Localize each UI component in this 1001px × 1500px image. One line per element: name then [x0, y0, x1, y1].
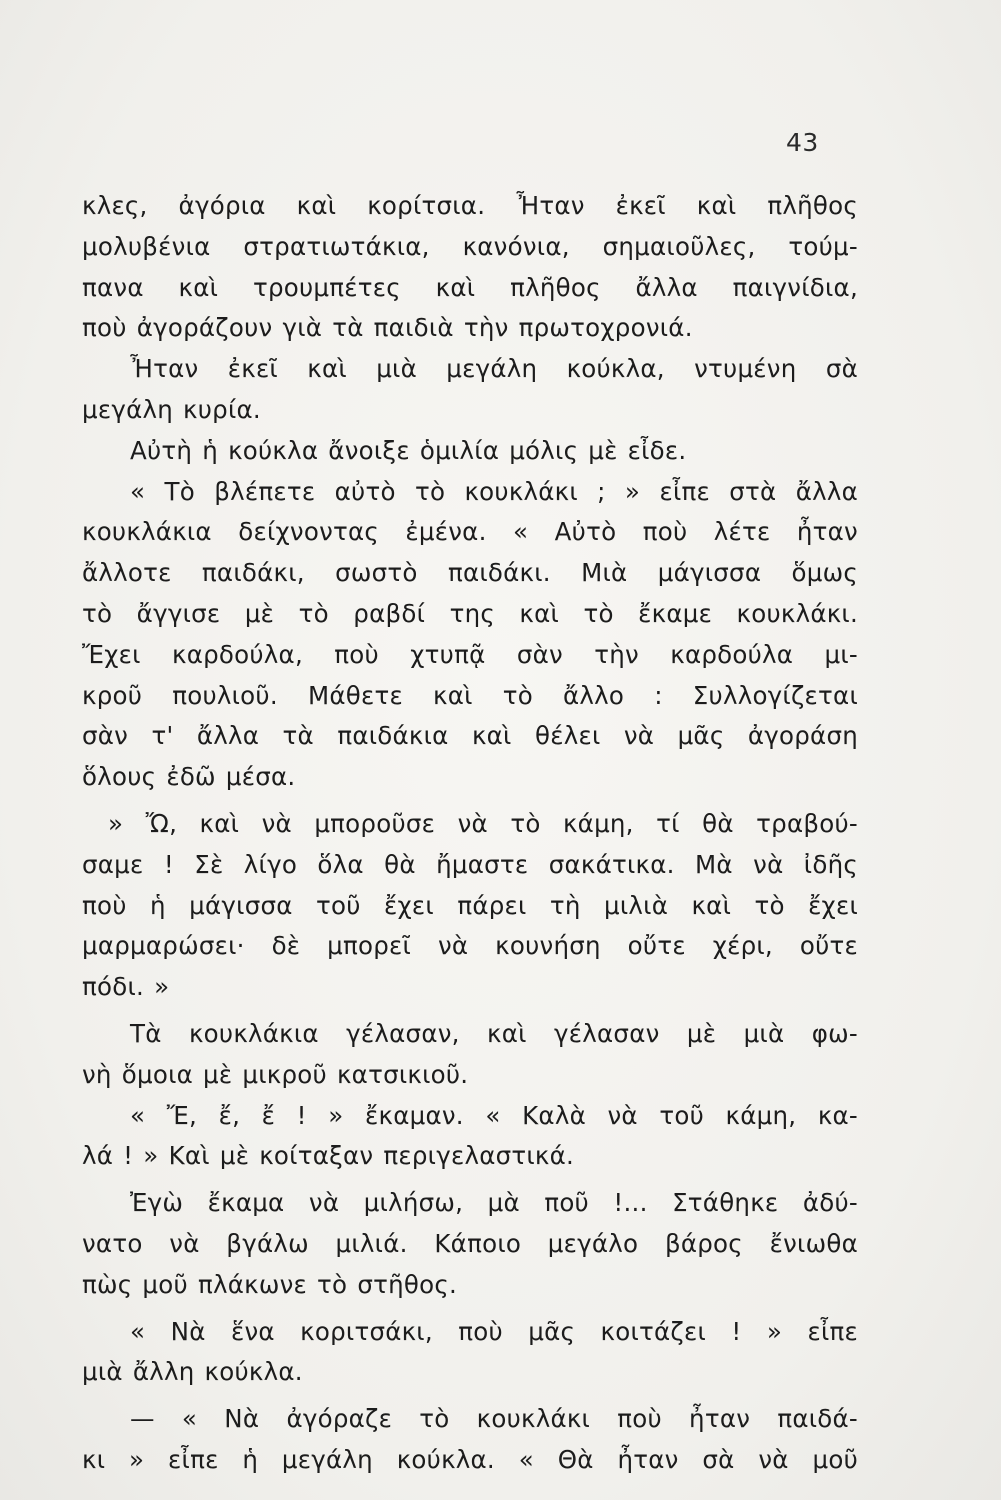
text-line: σαμε ! Σὲ λίγο ὅλα θὰ ἤμαστε σακάτικα. Μὰ νὰ ἰδῆς	[82, 849, 858, 879]
text-line: μεγάλη κυρία.	[82, 394, 261, 424]
text-line: σὰν τ' ἄλλα τὰ παιδάκια καὶ θέλει νὰ μᾶς ἀγοράση	[82, 721, 858, 751]
text-line: μαρμαρώσει· δὲ μπορεῖ νὰ κουνήση οὔτε χέρι, οὔτε	[82, 931, 858, 961]
text-line: κι » εἶπε ἡ μεγάλη κούκλα. « Θὰ ἦταν σὰ νὰ μοῦ	[82, 1444, 858, 1474]
text-line: « Νὰ ἕνα κοριτσάκι, ποὺ μᾶς κοιτάζει ! » εἶπε	[130, 1316, 858, 1346]
text-line: νατο νὰ βγάλω μιλιά. Κάποιο μεγάλο βάρος ἔνιωθα	[82, 1228, 858, 1258]
text-line: κουκλάκια δείχνοντας ἐμένα. « Αὐτὸ ποὺ λέτε ἦταν	[82, 517, 858, 547]
text-line: πανα καὶ τρουμπέτες καὶ πλῆθος ἄλλα παιγνίδια,	[82, 272, 858, 302]
text-line: Ἦταν ἐκεῖ καὶ μιὰ μεγάλη κούκλα, ντυμένη σὰ	[130, 354, 858, 384]
text-line: μολυβένια στρατιωτάκια, κανόνια, σημαιοῦλες, τούμ-	[82, 231, 858, 261]
text-line: Ἔχει καρδούλα, ποὺ χτυπᾷ σὰν τὴν καρδούλα μι-	[82, 639, 858, 669]
text-line: « Τὸ βλέπετε αὐτὸ τὸ κουκλάκι ; » εἶπε στὰ ἄλλα	[130, 476, 858, 506]
text-line: λά ! » Καὶ μὲ κοίταξαν περιγελαστικά.	[82, 1141, 575, 1171]
text-line: κροῦ πουλιοῦ. Μάθετε καὶ τὸ ἄλλο : Συλλογίζεται	[82, 680, 858, 710]
text-line: μιὰ ἄλλη κούκλα.	[82, 1357, 303, 1387]
text-line: — « Νὰ ἀγόραζε τὸ κουκλάκι ποὺ ἦταν παιδά-	[130, 1404, 858, 1434]
text-line: Αὐτὴ ἡ κούκλα ἄνοιξε ὁμιλία μόλις μὲ εἶδε.	[130, 435, 687, 465]
text-line: νὴ ὅμοια μὲ μικροῦ κατσικιοῦ.	[82, 1059, 469, 1089]
text-line: Ἐγὼ ἔκαμα νὰ μιλήσω, μὰ ποῦ !... Στάθηκε ἀδύ-	[130, 1188, 858, 1218]
text-line: ἄλλοτε παιδάκι, σωστὸ παιδάκι. Μιὰ μάγισσα ὅμως	[82, 558, 858, 588]
text-line: κλες, ἀγόρια καὶ κορίτσια. Ἦταν ἐκεῖ καὶ πλῆθος	[82, 191, 858, 220]
page-text	[82, 186, 858, 1481]
text-line: πὼς μοῦ πλάκωνε τὸ στῆθος.	[82, 1269, 458, 1299]
text-line: τὸ ἄγγισε μὲ τὸ ραβδί της καὶ τὸ ἔκαμε κουκλάκι.	[82, 598, 858, 628]
text-line: » Ὤ, καὶ νὰ μποροῦσε νὰ τὸ κάμη, τί θὰ τραβού-	[108, 808, 858, 838]
text-line: ὅλους ἐδῶ μέσα.	[82, 762, 296, 792]
text-line: Τὰ κουκλάκια γέλασαν, καὶ γέλασαν μὲ μιὰ φω-	[130, 1018, 858, 1048]
page-number: 43	[786, 128, 819, 157]
text-line: ποὺ ἀγοράζουν γιὰ τὰ παιδιὰ τὴν πρωτοχρονιά.	[82, 313, 693, 343]
text-line: « Ἔ, ἔ, ἔ ! » ἔκαμαν. « Καλὰ νὰ τοῦ κάμη, κα-	[130, 1100, 858, 1130]
text-line: ποὺ ἡ μάγισσα τοῦ ἔχει πάρει τὴ μιλιὰ καὶ τὸ ἔχει	[82, 890, 858, 920]
text-line: πόδι. »	[82, 972, 170, 1002]
